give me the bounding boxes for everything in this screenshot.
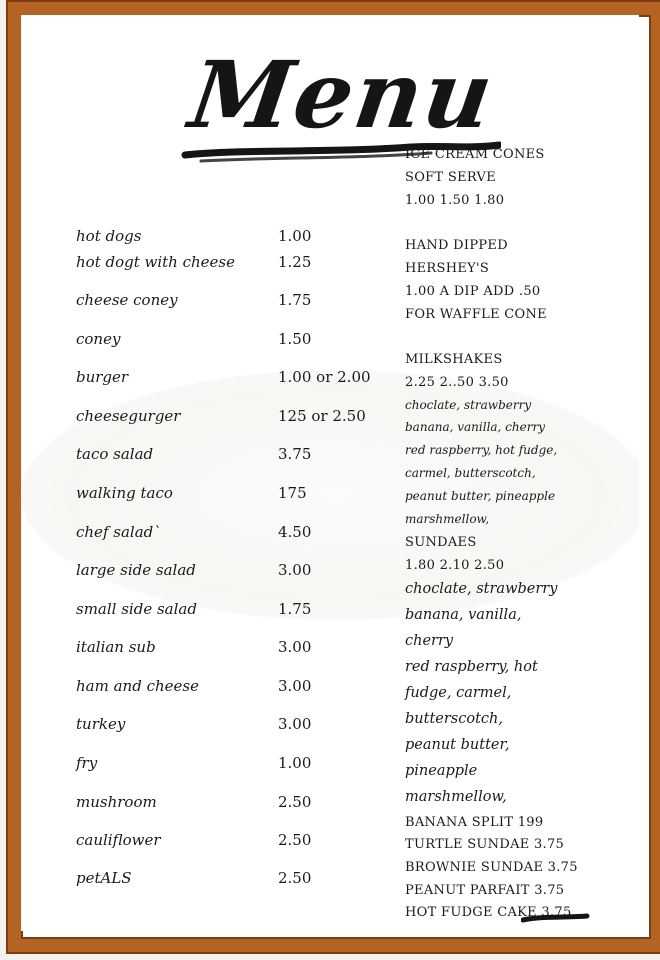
menu-item-name: cheesegurger (76, 407, 181, 425)
menu-item-price: 1.50 (278, 330, 312, 348)
menu-item-row (76, 869, 406, 893)
dessert-line: peanut butter, (405, 737, 510, 753)
menu-item-name: italian sub (76, 638, 156, 656)
menu-item-row (76, 227, 406, 251)
menu-item-name: petALS (76, 869, 132, 887)
menu-item-row (76, 600, 406, 624)
dessert-line: HAND DIPPED (405, 238, 508, 253)
menu-item-price: 3.00 (278, 677, 312, 695)
menu-item-name: cheese coney (76, 291, 178, 309)
menu-item-name: burger (76, 368, 129, 386)
dessert-line: BANANA SPLIT 199 (405, 815, 544, 830)
dessert-line: HERSHEY'S (405, 261, 490, 276)
dessert-line: 2.25 2..50 3.50 (405, 375, 509, 390)
menu-item-name: hot dogt with cheese (76, 253, 236, 271)
menu-title: Menu (183, 41, 501, 149)
menu-item-row (76, 561, 406, 585)
menu-item-price: 1.75 (278, 600, 312, 618)
dessert-line: fudge, carmel, (405, 685, 512, 701)
dessert-line: banana, vanilla, cherry (405, 420, 545, 434)
menu-item-row (76, 484, 406, 508)
dessert-line: marshmellow, (405, 512, 490, 526)
menu-item-price: 2.50 (278, 793, 312, 811)
menu-item-row (76, 445, 406, 469)
menu-item-price: 3.00 (278, 561, 312, 579)
menu-title-block (181, 33, 501, 163)
menu-item-row (76, 291, 406, 315)
dessert-line: HOT FUDGE CAKE 3.75 (405, 905, 572, 920)
menu-paper (21, 15, 639, 931)
dessert-line: banana, vanilla, (405, 607, 522, 623)
menu-item-row (76, 754, 406, 778)
dessert-line: choclate, strawberry (405, 581, 558, 597)
menu-item-name: coney (76, 330, 121, 348)
dessert-line: SUNDAES (405, 535, 477, 550)
menu-item-row (76, 253, 406, 277)
menu-item-name: turkey (76, 715, 126, 733)
menu-item-row (76, 523, 406, 547)
menu-item-name: small side salad (76, 600, 197, 618)
menu-item-row (76, 407, 406, 431)
menu-item-row (76, 793, 406, 817)
dessert-line: SOFT SERVE (405, 170, 496, 185)
dessert-line: choclate, strawberry (405, 398, 532, 412)
ink-smudge-mark (521, 912, 591, 924)
menu-item-price: 125 or 2.50 (278, 407, 366, 425)
menu-item-name: fry (76, 754, 98, 772)
dessert-line: peanut butter, pineapple (405, 489, 556, 503)
menu-item-price: 3.75 (278, 445, 312, 463)
menu-item-price: 1.00 (278, 754, 312, 772)
menu-item-name: taco salad (76, 445, 154, 463)
dessert-line: FOR WAFFLE CONE (405, 307, 547, 322)
menu-item-row (76, 715, 406, 739)
menu-item-price: 1.00 (278, 227, 312, 245)
menu-item-name: chef salad` (76, 523, 161, 541)
menu-item-price: 175 (278, 484, 307, 502)
menu-item-price: 1.75 (278, 291, 312, 309)
dessert-line: BROWNIE SUNDAE 3.75 (405, 860, 578, 875)
menu-item-price: 2.50 (278, 831, 312, 849)
menu-item-price: 4.50 (278, 523, 312, 541)
menu-item-price: 3.00 (278, 715, 312, 733)
dessert-line: marshmellow, (405, 789, 507, 805)
dessert-line: carmel, butterscotch, (405, 466, 536, 480)
menu-item-row (76, 368, 406, 392)
dessert-line: PEANUT PARFAIT 3.75 (405, 883, 565, 898)
dessert-line: ICE CREAM CONES (405, 147, 545, 162)
menu-item-name: mushroom (76, 793, 157, 811)
menu-item-name: large side salad (76, 561, 196, 579)
menu-item-name: hot dogs (76, 227, 142, 245)
dessert-line: TURTLE SUNDAE 3.75 (405, 837, 565, 852)
menu-item-name: cauliflower (76, 831, 161, 849)
menu-item-name: ham and cheese (76, 677, 199, 695)
menu-item-row (76, 677, 406, 701)
menu-item-price: 3.00 (278, 638, 312, 656)
dessert-line: 1.00 A DIP ADD .50 (405, 284, 541, 299)
dessert-line: MILKSHAKES (405, 352, 503, 367)
menu-item-price: 1.00 or 2.00 (278, 368, 371, 386)
dessert-line: 1.00 1.50 1.80 (405, 193, 505, 208)
menu-item-row (76, 638, 406, 662)
menu-item-name: walking taco (76, 484, 173, 502)
menu-item-row (76, 330, 406, 354)
dessert-line: butterscotch, (405, 711, 503, 727)
menu-item-price: 2.50 (278, 869, 312, 887)
dessert-line: red raspberry, hot (405, 659, 538, 675)
menu-item-row (76, 831, 406, 855)
dessert-line: 1.80 2.10 2.50 (405, 558, 505, 573)
dessert-line: red raspberry, hot fudge, (405, 443, 558, 457)
menu-item-price: 1.25 (278, 253, 312, 271)
dessert-line: pineapple (405, 763, 478, 779)
dessert-line: cherry (405, 633, 454, 649)
